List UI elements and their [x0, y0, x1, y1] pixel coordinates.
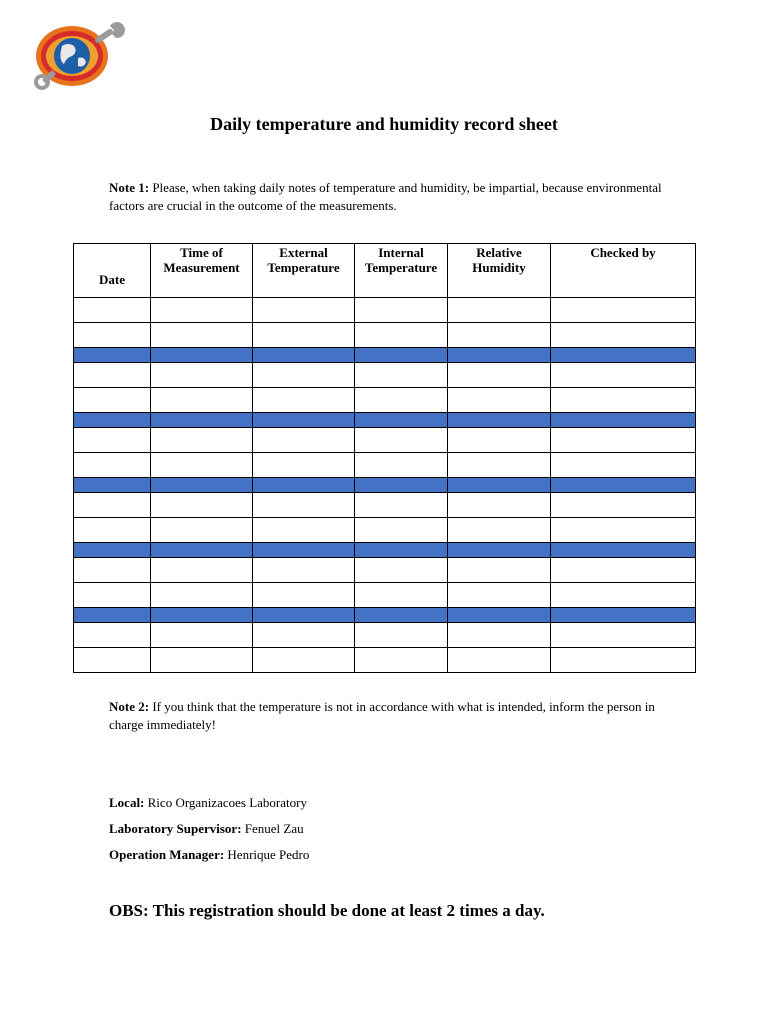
- page-title: Daily temperature and humidity record sheet: [210, 114, 558, 134]
- table-cell[interactable]: [551, 428, 696, 453]
- header-relative-humidity: Relative Humidity: [448, 244, 551, 298]
- table-cell[interactable]: [448, 363, 551, 388]
- note-2: [109, 698, 669, 734]
- table-cell[interactable]: [151, 323, 253, 348]
- table-cell[interactable]: [151, 518, 253, 543]
- table-cell[interactable]: [151, 363, 253, 388]
- table-cell[interactable]: [253, 558, 355, 583]
- table-cell[interactable]: [448, 518, 551, 543]
- table-cell[interactable]: [355, 363, 448, 388]
- table-cell[interactable]: [355, 648, 448, 673]
- local-info: [109, 795, 307, 811]
- table-cell[interactable]: [355, 583, 448, 608]
- table-cell[interactable]: [355, 493, 448, 518]
- table-cell[interactable]: [448, 453, 551, 478]
- table-cell[interactable]: [74, 518, 151, 543]
- table-cell[interactable]: [448, 558, 551, 583]
- company-logo-icon: [18, 18, 134, 98]
- table-cell[interactable]: [551, 493, 696, 518]
- note-1-text: Please, when taking daily notes of temperature and humidity, be impartial, because environmental factors are crucial in the outcome of the measurements.: [109, 180, 662, 213]
- header-checked-by: Checked by: [551, 244, 696, 298]
- separator-band: [74, 348, 696, 363]
- table-cell[interactable]: [253, 583, 355, 608]
- table-cell[interactable]: [151, 493, 253, 518]
- table-cell[interactable]: [253, 623, 355, 648]
- table-cell[interactable]: [448, 583, 551, 608]
- table-cell[interactable]: [74, 493, 151, 518]
- table-cell[interactable]: [253, 428, 355, 453]
- table-row: [74, 388, 696, 413]
- table-cell[interactable]: [355, 453, 448, 478]
- table-cell[interactable]: [151, 298, 253, 323]
- table-row: [74, 493, 696, 518]
- separator-band: [74, 608, 696, 623]
- table-cell[interactable]: [253, 493, 355, 518]
- table-cell[interactable]: [74, 363, 151, 388]
- header-time-of-measurement: Time of Measurement: [151, 244, 253, 298]
- local-label: Local:: [109, 795, 145, 810]
- table-row: [74, 298, 696, 323]
- table-cell[interactable]: [74, 623, 151, 648]
- table-cell[interactable]: [551, 363, 696, 388]
- table-row: [74, 558, 696, 583]
- table-cell[interactable]: [74, 648, 151, 673]
- separator-band: [74, 478, 696, 493]
- table-row: [74, 583, 696, 608]
- table-cell[interactable]: [551, 388, 696, 413]
- table-cell[interactable]: [74, 428, 151, 453]
- table-cell[interactable]: [74, 298, 151, 323]
- table-row: [74, 518, 696, 543]
- table-cell[interactable]: [74, 388, 151, 413]
- local-value: Rico Organizacoes Laboratory: [144, 795, 307, 810]
- table-row: [74, 363, 696, 388]
- table-cell[interactable]: [551, 648, 696, 673]
- table-cell[interactable]: [448, 493, 551, 518]
- record-table: [73, 243, 696, 673]
- table-cell[interactable]: [448, 428, 551, 453]
- table-row: [74, 428, 696, 453]
- table-cell[interactable]: [355, 558, 448, 583]
- table-row: [74, 453, 696, 478]
- supervisor-label: Laboratory Supervisor:: [109, 821, 242, 836]
- table-cell[interactable]: [355, 388, 448, 413]
- separator-band: [74, 543, 696, 558]
- table-cell[interactable]: [551, 323, 696, 348]
- table-cell[interactable]: [551, 453, 696, 478]
- table-cell[interactable]: [151, 453, 253, 478]
- table-cell[interactable]: [253, 453, 355, 478]
- table-row: [74, 623, 696, 648]
- table-cell[interactable]: [253, 323, 355, 348]
- table-cell[interactable]: [355, 428, 448, 453]
- header-date: Date: [74, 244, 151, 298]
- table-cell[interactable]: [74, 583, 151, 608]
- table-header-row: [74, 244, 696, 298]
- table-cell[interactable]: [551, 623, 696, 648]
- table-cell[interactable]: [151, 558, 253, 583]
- supervisor-info: [109, 821, 304, 837]
- manager-label: Operation Manager:: [109, 847, 225, 862]
- table-cell[interactable]: [551, 298, 696, 323]
- table-cell[interactable]: [551, 558, 696, 583]
- table-cell[interactable]: [74, 323, 151, 348]
- note-1-label: Note 1:: [109, 180, 150, 195]
- table-cell[interactable]: [74, 453, 151, 478]
- table-cell[interactable]: [448, 648, 551, 673]
- table-cell[interactable]: [151, 388, 253, 413]
- table-row: [74, 648, 696, 673]
- manager-value: Henrique Pedro: [224, 847, 310, 862]
- table-cell[interactable]: [253, 363, 355, 388]
- table-cell[interactable]: [448, 388, 551, 413]
- table-row: [74, 323, 696, 348]
- table-cell[interactable]: [74, 558, 151, 583]
- table-cell[interactable]: [253, 298, 355, 323]
- table-cell[interactable]: [355, 323, 448, 348]
- table-cell[interactable]: [448, 623, 551, 648]
- header-external-temperature: External Temperature: [253, 244, 355, 298]
- note-1: [109, 179, 669, 215]
- table-cell[interactable]: [551, 518, 696, 543]
- obs-note: OBS: This registration should be done at least 2 times a day.: [109, 901, 545, 920]
- table-cell[interactable]: [448, 298, 551, 323]
- table-cell[interactable]: [355, 298, 448, 323]
- separator-band: [74, 413, 696, 428]
- table-cell[interactable]: [253, 648, 355, 673]
- note-2-text: If you think that the temperature is not in accordance with what is intended, inform the person in charge immediately!: [109, 699, 655, 732]
- table-cell[interactable]: [551, 583, 696, 608]
- supervisor-value: Fenuel Zau: [241, 821, 304, 836]
- table-cell[interactable]: [448, 323, 551, 348]
- table-cell[interactable]: [253, 388, 355, 413]
- table-cell[interactable]: [151, 648, 253, 673]
- table-cell[interactable]: [253, 518, 355, 543]
- manager-info: [109, 847, 309, 863]
- table-cell[interactable]: [151, 428, 253, 453]
- table-cell[interactable]: [355, 518, 448, 543]
- table-cell[interactable]: [151, 583, 253, 608]
- table-cell[interactable]: [355, 623, 448, 648]
- table-cell[interactable]: [151, 623, 253, 648]
- header-internal-temperature: Internal Temperature: [355, 244, 448, 298]
- note-2-label: Note 2:: [109, 699, 150, 714]
